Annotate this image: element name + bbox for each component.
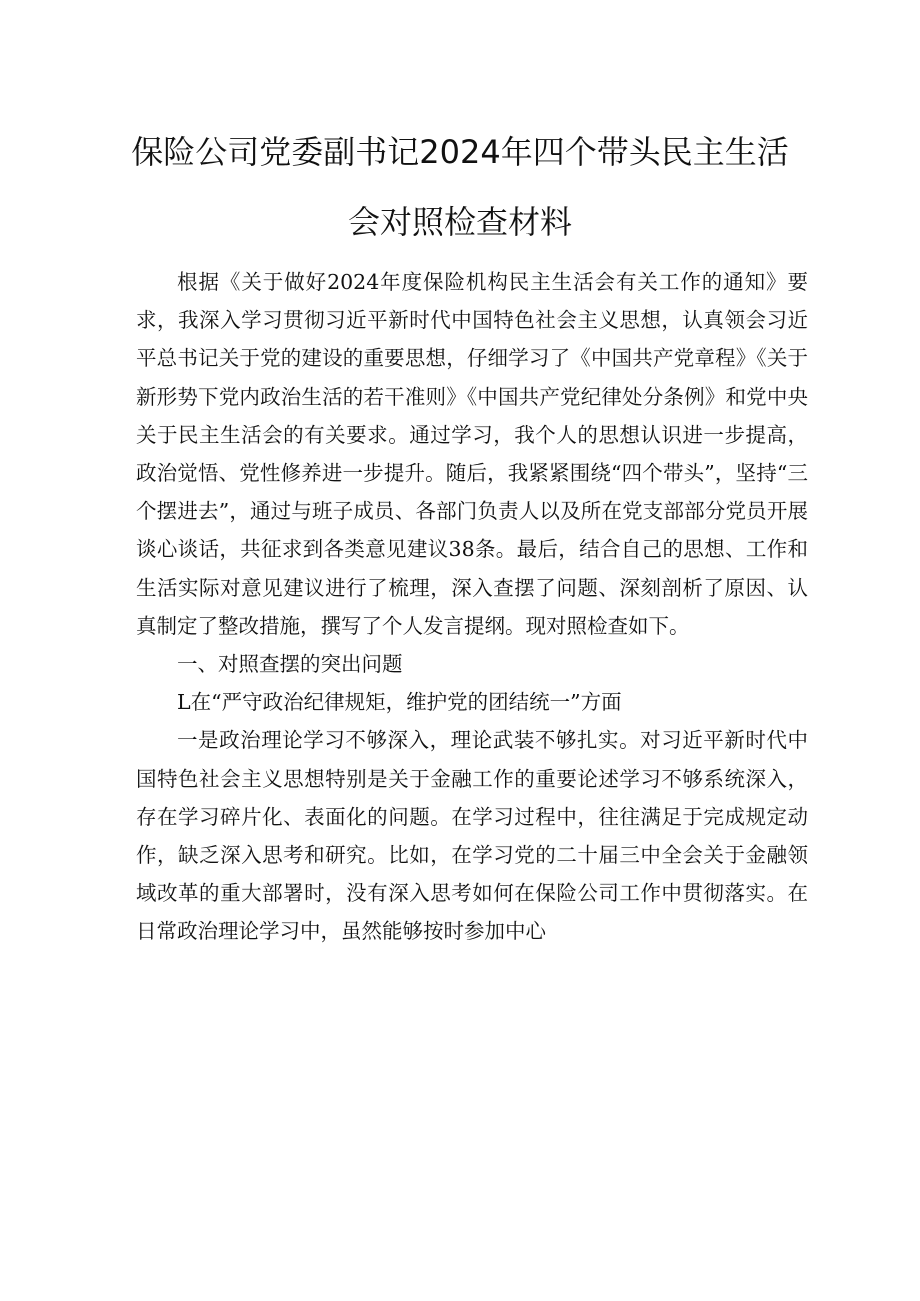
document-title-line-2: 会对照检查材料 [347, 203, 572, 241]
intro-paragraph: 根据《关于做好2024年度保险机构民主生活会有关工作的通知》要求，我深入学习贯彻习近平新时代中国特色社会主义思想，认真领会习近平总书记关于党的建设的重要思想，仔细学习了《中国共产党章程》《关于新形势下党内政治生活的若干准则》《中国共产党纪律处分条例》和党中央关于民主生活会的有关要求。通过学习，我个人的思想认识进一步提高，政治觉悟、党性修养进一步提升。随后，我紧紧围绕“四个带头”，坚持“三个摆进去”，通过与班子成员、各部门负责人以及所在党支部部分党员开展谈心谈话，共征求到各类意见建议38条。最后，结合自己的思想、工作和生活实际对意见建议进行了梳理，深入查摆了问题、深刻剖析了原因、认真制定了整改措施，撰写了个人发言提纲。现对照检查如下。 [136, 270, 808, 638]
subsection-heading-political-discipline: L在“严守政治纪律规矩，维护党的团结统一”方面 [177, 690, 622, 715]
document-body [136, 263, 808, 951]
section-heading-problems: 一、对照查摆的突出问题 [177, 652, 403, 677]
document-title-line-1: 保险公司党委副书记2024年四个带头民主生活 [131, 133, 789, 171]
problem-paragraph-1: 一是政治理论学习不够深入，理论武装不够扎实。对习近平新时代中国特色社会主义思想特别是关于金融工作的重要论述学习不够系统深入，存在学习碎片化、表面化的问题。在学习过程中，往往满足于完成规定动作，缺乏深入思考和研究。比如，在学习党的二十届三中全会关于金融领域改革的重大部署时，没有深入思考如何在保险公司工作中贯彻落实。在日常政治理论学习中，虽然能够按时参加中心 [136, 728, 808, 944]
